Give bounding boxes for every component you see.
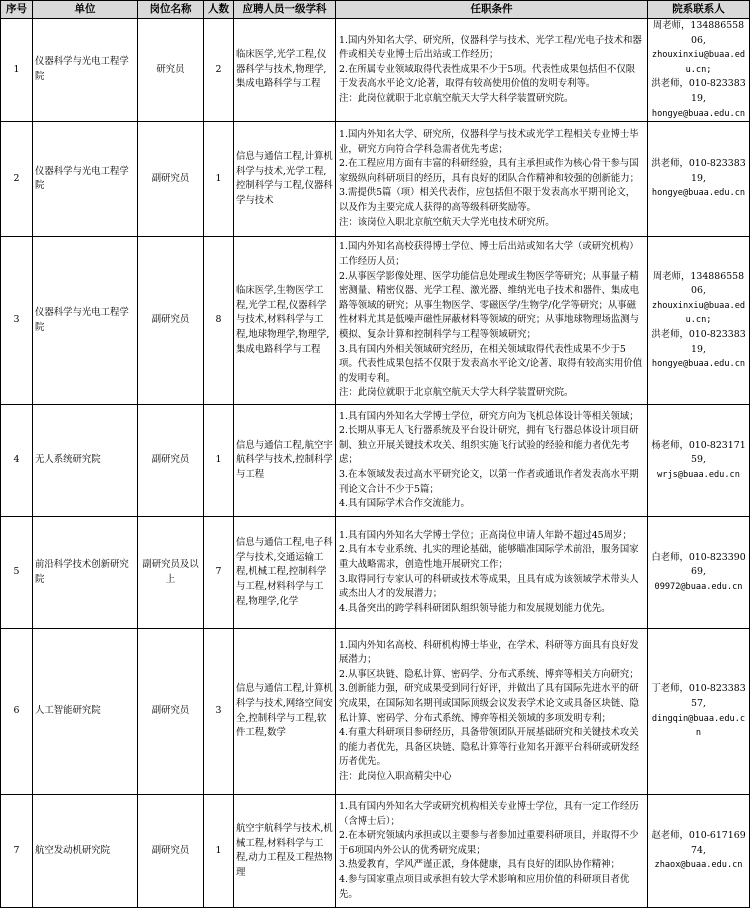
table-row bbox=[1, 405, 750, 517]
requirement-line: 1.具有国内外知名大学或研究机构相关专业博士学位，具有一定工作经历（含博士后）； bbox=[339, 801, 639, 827]
contact-email: hongye@buaa.edu.cn bbox=[651, 359, 746, 370]
contact-cell bbox=[648, 517, 750, 629]
discipline-cell: 航空宇航科学与技术,机械工程,材料科学与工程,动力工程及工程热物理 bbox=[234, 795, 336, 908]
requirement-line: 注：此岗位入职高精尖中心 bbox=[339, 771, 452, 783]
position-cell: 副研究员 bbox=[138, 122, 204, 237]
header-discipline: 应聘人员一级学科 bbox=[234, 1, 336, 19]
row-number: 5 bbox=[1, 517, 33, 629]
requirement-line: 2.具有本专业系统、扎实的理论基础，能够瞄准国际学术前沿，服务国家重大战略需求，创造性地开展研究工作； bbox=[339, 544, 639, 571]
contact-email: hongye@buaa.edu.cn bbox=[651, 108, 746, 119]
row-number: 1 bbox=[1, 19, 33, 122]
requirement-line: 1.国内外知名大学、研究所，仪器科学与技术、光学工程/光电子技术和器件或相关专业博士后出站或工作经历； bbox=[339, 34, 642, 61]
header-contact: 院系联系人 bbox=[648, 1, 750, 19]
requirement-line: 4.具有国际学术合作交流能力。 bbox=[339, 498, 470, 510]
count-cell: 1 bbox=[204, 122, 234, 237]
header-no: 序号 bbox=[1, 1, 33, 19]
unit-cell: 仪器科学与光电工程学院 bbox=[33, 19, 138, 122]
requirements-cell bbox=[336, 405, 648, 517]
requirement-line: 注：该岗位入职北京航空航天大学光电技术研究所。 bbox=[339, 216, 555, 228]
contact-email: dingqin@buaa.edu.cn bbox=[651, 713, 746, 739]
requirements-cell bbox=[336, 517, 648, 629]
count-cell: 7 bbox=[204, 517, 234, 629]
discipline-cell: 信息与通信工程,航空宇航科学与技术,控制科学与工程 bbox=[234, 405, 336, 517]
requirement-line: 4.具备突出的跨学科科研团队组织领导能力和发展规划能力优先。 bbox=[339, 602, 611, 614]
requirement-line: 4.参与国家重点项目或承担有较大学术影响和应用价值的科研项目者优先。 bbox=[339, 874, 630, 900]
discipline-cell: 信息与通信工程,计算机科学与技术,光学工程,控制科学与工程,仪器科学与技术 bbox=[234, 122, 336, 237]
requirement-line: 1.国内外知名高校、科研机构博士毕业，在学术、科研等方面具有良好发展潜力； bbox=[339, 639, 639, 666]
discipline-cell: 信息与通信工程,电子科学与技术,交通运输工程,机械工程,控制科学与工程,材料科学与工程,物理学,化学 bbox=[234, 517, 336, 629]
requirement-line: 2.在本研究领域内承担或以主要参与者参加过重要科研项目，并取得不少于6项国内外公认的优秀研究成果； bbox=[339, 830, 639, 856]
contact-email: zhouxinxiu@buaa.edu.cn; bbox=[651, 50, 746, 75]
discipline-cell: 临床医学,光学工程,仪器科学与技术,物理学,集成电路科学与工程 bbox=[234, 19, 336, 122]
unit-cell: 航空发动机研究院 bbox=[33, 795, 138, 908]
contact-cell bbox=[648, 237, 750, 405]
requirement-line: 3.需提供5篇（项）相关代表作，应包括但不限于发表高水平期刊论文，以及作为主要完成人获得的高等级科研奖励等。 bbox=[339, 187, 636, 214]
contact-line: 周老师，13488655806, bbox=[652, 20, 745, 46]
table-row bbox=[1, 517, 750, 629]
contact-line: 周老师，13488655806, bbox=[652, 270, 745, 297]
requirements-cell bbox=[336, 122, 648, 237]
unit-cell: 无人系统研究院 bbox=[33, 405, 138, 517]
row-number: 7 bbox=[1, 795, 33, 908]
table-row bbox=[1, 629, 750, 795]
position-cell: 副研究员 bbox=[138, 405, 204, 517]
requirement-line: 1.具有国内外知名大学博士学位，研究方向为飞机总体设计等相关领域； bbox=[339, 410, 639, 422]
requirement-line: 2.从事医学影像处理、医学功能信息处理或生物医学等研究；从事量子精密测量、精密仪器、光学工程、激光器、维纳光电子技术和器件、集成电路等领域的研究；从事生物医学、零磁医学/生物学/化学等研究；从事磁性材料尤其是低噪声磁性屏蔽材料等领域的研究；从事地球物理场监测与模拟、复杂计算和控制科学与工程等领域研究； bbox=[339, 270, 640, 340]
count-cell: 2 bbox=[204, 19, 234, 122]
requirement-line: 1.具有国内外知名大学博士学位；正高岗位申请人年龄不超过45周岁； bbox=[339, 529, 632, 541]
row-number: 6 bbox=[1, 629, 33, 795]
contact-line: 洪老师，010-82338319, bbox=[651, 328, 746, 355]
count-cell: 8 bbox=[204, 237, 234, 405]
unit-cell: 仪器科学与光电工程学院 bbox=[33, 122, 138, 237]
position-cell: 副研究员 bbox=[138, 237, 204, 405]
requirement-line: 2.从事区块链、隐私计算、密码学、分布式系统、博弈等相关方向研究； bbox=[339, 668, 639, 680]
requirement-line: 1.国内外知名高校获得博士学位、博士后出站或知名大学（或研究机构）工作经历人员； bbox=[339, 241, 639, 267]
row-number: 3 bbox=[1, 237, 33, 405]
position-cell: 副研究员及以上 bbox=[138, 517, 204, 629]
requirement-line: 3.热爱教育，学风严谨正派，身体健康，具有良好的团队协作精神； bbox=[339, 859, 620, 871]
table-row bbox=[1, 795, 750, 908]
contact-line: 洪老师，010-82338319, bbox=[651, 158, 746, 184]
count-cell: 1 bbox=[204, 405, 234, 517]
header-row bbox=[1, 1, 750, 19]
table-row bbox=[1, 122, 750, 237]
contact-email: 09972@buaa.edu.cn bbox=[654, 581, 743, 592]
unit-cell: 仪器科学与光电工程学院 bbox=[33, 237, 138, 405]
contact-email: zhouxinxiu@buaa.edu.cn; bbox=[651, 300, 746, 326]
contact-cell bbox=[648, 405, 750, 517]
position-cell: 副研究员 bbox=[138, 629, 204, 795]
discipline-cell: 临床医学,生物医学工程,光学工程,仪器科学与技术,材料科学与工程,地球物理学,物理学,集成电路科学与工程 bbox=[234, 237, 336, 405]
contact-line: 杨老师，010-82317159, bbox=[651, 439, 746, 466]
requirements-cell bbox=[336, 795, 648, 908]
header-position: 岗位名称 bbox=[138, 1, 204, 19]
header-requirements: 任职条件 bbox=[336, 1, 648, 19]
table-body bbox=[1, 19, 750, 908]
requirement-line: 3.创新能力强，研究成果受到同行好评，并做出了具有国际先进水平的研究成果，在国际知名期刊或国际顶级会议发表学术论文或具备区块链、隐私计算、密码学、分布式系统、博弈等相关领域的多项发明专利； bbox=[339, 683, 640, 724]
requirement-line: 3.具有国内外相关领域研究经历，在相关领域取得代表性成果不少于5项。代表性成果包括不仅限于发表高水平论文/论著、取得有较高实用价值的发明专利。 bbox=[339, 343, 643, 384]
requirement-line: 3.取得同行专家认可的科研或技术等成果，且具有成为该领域学术带头人或杰出人才的发展潜力； bbox=[339, 573, 639, 600]
count-cell: 3 bbox=[204, 629, 234, 795]
discipline-cell: 信息与通信工程,计算机科学与技术,网络空间安全,控制科学与工程,软件工程,数学 bbox=[234, 629, 336, 795]
position-cell: 副研究员 bbox=[138, 795, 204, 908]
contact-line: 赵老师，010-61716974, bbox=[651, 830, 746, 856]
requirement-line: 2.在工程应用方面有丰富的科研经验，具有主承担或作为核心骨干参与国家级纵向科研项目的经历，具有良好的团队合作精神和较强的创新能力； bbox=[339, 158, 640, 184]
contact-cell bbox=[648, 795, 750, 908]
requirement-line: 3.在本领域发表过高水平研究论文，以第一作者或通讯作者发表高水平期刊论文合计不少于5篇； bbox=[339, 468, 639, 495]
requirement-line: 2.长期从事无人飞行器系统及平台设计研究，拥有飞行器总体设计项目研制、独立开展关键技术攻关、组织实施飞行试验的经验和能力者优先考虑； bbox=[339, 425, 639, 466]
row-number: 2 bbox=[1, 122, 33, 237]
position-cell: 研究员 bbox=[138, 19, 204, 122]
contact-line: 洪老师，010-82338319, bbox=[651, 78, 746, 104]
requirements-cell bbox=[336, 237, 648, 405]
requirement-line: 注：此岗位就职于北京航空航天大学大科学装置研究院。 bbox=[339, 387, 574, 399]
requirement-line: 4.有重大科研项目参研经历，具备带领团队开展基础研究和关键技术攻关的能力者优先，具备区块链、隐私计算等行业知名开源平台科研或研发经历者优先。 bbox=[339, 727, 640, 768]
contact-email: hongye@buaa.edu.cn bbox=[651, 188, 746, 199]
contact-cell bbox=[648, 19, 750, 122]
requirement-line: 2.在所属专业领域取得代表性成果不少于5项。代表性成果包括但不仅限于发表高水平论文/论著，取得有较高使用价值的发明专利等。 bbox=[339, 63, 636, 90]
contact-cell bbox=[648, 629, 750, 795]
requirement-line: 注：此岗位就职于北京航空航天大学大科学装置研究院。 bbox=[339, 92, 574, 104]
count-cell: 1 bbox=[204, 795, 234, 908]
header-unit: 单位 bbox=[33, 1, 138, 19]
contact-email: zhaox@buaa.edu.cn bbox=[654, 860, 743, 871]
contact-email: wrjs@buaa.edu.cn bbox=[657, 469, 740, 480]
requirement-line: 1.国内外知名大学、研究所，仪器科学与技术或光学工程相关专业博士毕业，研究方向符合学科急需者优先考虑； bbox=[339, 129, 639, 155]
table-row bbox=[1, 237, 750, 405]
unit-cell: 前沿科学技术创新研究院 bbox=[33, 517, 138, 629]
requirements-cell bbox=[336, 19, 648, 122]
unit-cell: 人工智能研究院 bbox=[33, 629, 138, 795]
requirements-cell bbox=[336, 629, 648, 795]
contact-line: 白老师，010-82339069, bbox=[651, 551, 746, 578]
row-number: 4 bbox=[1, 405, 33, 517]
header-count: 人数 bbox=[204, 1, 234, 19]
contact-line: 丁老师，010-82338357, bbox=[651, 683, 746, 710]
table-row bbox=[1, 19, 750, 122]
contact-cell bbox=[648, 122, 750, 237]
